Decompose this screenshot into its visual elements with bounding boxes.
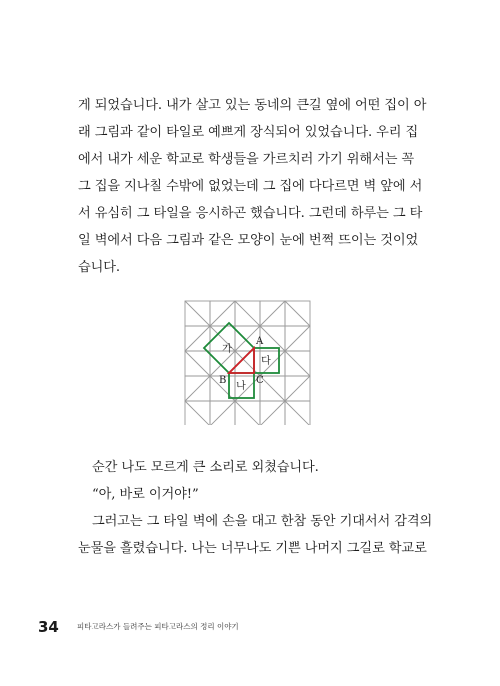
grid-diagonal <box>185 376 210 401</box>
grid-diagonal <box>285 351 310 376</box>
grid-diagonal <box>210 401 235 425</box>
tile-figure <box>183 299 313 425</box>
body-text-line: 일 벽에서 다음 그림과 같은 모양이 눈에 번쩍 뜨이는 것이었 <box>78 233 419 248</box>
label-da: 다 <box>261 356 271 367</box>
grid-diagonal <box>185 326 210 351</box>
grid-diagonal <box>285 401 310 425</box>
body-text-line: 습니다. <box>78 260 121 275</box>
body-text-line: 순간 나도 모르게 큰 소리로 외쳤습니다. <box>92 460 319 475</box>
body-text-line: 그러고는 그 타일 벽에 손을 대고 한참 동안 기대서서 감격의 <box>92 514 433 529</box>
body-text-line: 서 유심히 그 타일을 응시하곤 했습니다. 그런데 하루는 그 타 <box>78 206 423 221</box>
grid-diagonal <box>210 301 235 326</box>
grid-diagonal <box>185 401 210 425</box>
grid-diagonal <box>260 401 285 425</box>
grid-diagonal <box>185 351 210 376</box>
body-text-line: 게 되었습니다. 내가 살고 있는 동네의 큰길 옆에 어떤 집이 아 <box>78 98 427 113</box>
grid-diagonal <box>285 326 310 351</box>
right-triangle <box>229 348 254 373</box>
grid-diagonal <box>185 301 210 326</box>
grid-diagonal <box>260 376 285 401</box>
label-b: B <box>219 375 227 386</box>
label-c: C <box>256 375 264 386</box>
grid-diagonal <box>285 301 310 326</box>
grid-diagonal <box>235 401 260 425</box>
body-text-line: 눈물을 흘렸습니다. 나는 너무나도 기쁜 나머지 그길로 학교로 <box>78 541 427 556</box>
body-text-line: 래 그림과 같이 타일로 예쁘게 장식되어 있었습니다. 우리 집 <box>78 125 419 140</box>
page-number: 34 <box>38 618 59 636</box>
body-text-line: 에서 내가 세운 학교로 학생들을 가르치러 가기 위해서는 꼭 <box>78 152 415 167</box>
label-na: 나 <box>236 381 246 392</box>
body-text-line: “아, 바로 이거야!” <box>92 487 199 502</box>
tile-grid <box>185 301 310 425</box>
grid-diagonal <box>235 301 260 326</box>
body-text-line: 그 집을 지나칠 수밖에 없었는데 그 집에 다다르면 벽 앞에 서 <box>78 179 423 194</box>
label-a: A <box>256 336 264 347</box>
book-title: 피타고라스가 들려주는 피타고라스의 정리 이야기 <box>77 622 239 631</box>
grid-diagonal <box>260 301 285 326</box>
label-ga: 가 <box>222 344 232 355</box>
grid-diagonal <box>285 376 310 401</box>
